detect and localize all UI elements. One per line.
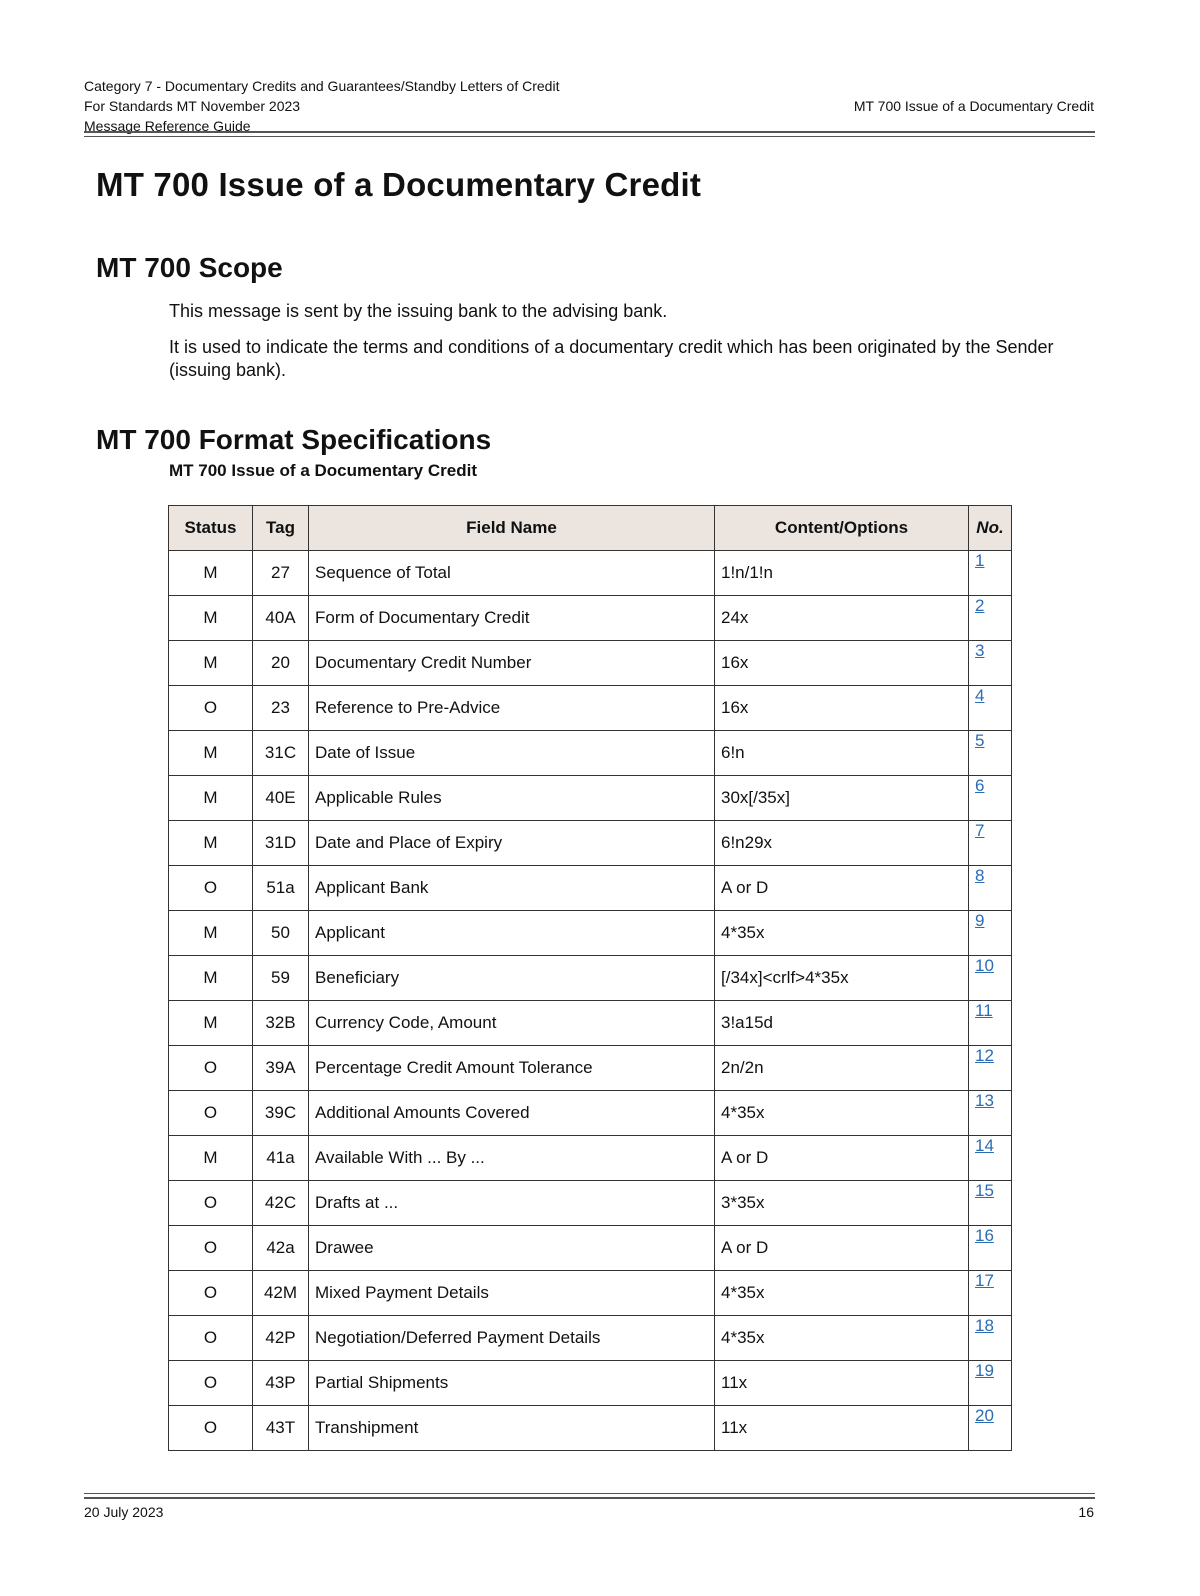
header-doc-title: MT 700 Issue of a Documentary Credit xyxy=(853,98,1094,114)
cell-field-name: Drafts at ... xyxy=(309,1181,715,1226)
cell-status: M xyxy=(169,821,253,866)
cell-status: O xyxy=(169,686,253,731)
table-row xyxy=(169,956,1012,1001)
cell-no xyxy=(969,956,1012,1001)
field-number-link[interactable]: 13 xyxy=(975,1091,994,1110)
cell-no xyxy=(969,1181,1012,1226)
cell-status: M xyxy=(169,641,253,686)
cell-tag: 43T xyxy=(253,1406,309,1451)
cell-tag: 40E xyxy=(253,776,309,821)
table-row xyxy=(169,641,1012,686)
scope-paragraph-2: It is used to indicate the terms and conditions of a documentary credit which has been originated by the Sender (issuing bank). xyxy=(169,337,1054,380)
cell-status: O xyxy=(169,1091,253,1136)
header-divider-thin xyxy=(84,136,1095,137)
cell-no xyxy=(969,1361,1012,1406)
cell-tag: 32B xyxy=(253,1001,309,1046)
header-divider xyxy=(84,131,1095,133)
cell-tag: 51a xyxy=(253,866,309,911)
format-spec-table xyxy=(168,505,1012,1451)
table-row xyxy=(169,686,1012,731)
field-number-link[interactable]: 16 xyxy=(975,1226,994,1245)
col-content-options-header: Content/Options xyxy=(715,506,969,551)
cell-status: M xyxy=(169,1001,253,1046)
cell-content-options: 4*35x xyxy=(715,1316,969,1361)
cell-content-options: 6!n29x xyxy=(715,821,969,866)
col-field-name-header: Field Name xyxy=(309,506,715,551)
cell-tag: 31D xyxy=(253,821,309,866)
cell-no xyxy=(969,686,1012,731)
cell-no xyxy=(969,1091,1012,1136)
table-row xyxy=(169,1406,1012,1451)
field-number-link[interactable]: 15 xyxy=(975,1181,994,1200)
cell-field-name: Applicable Rules xyxy=(309,776,715,821)
cell-tag: 41a xyxy=(253,1136,309,1181)
cell-field-name: Applicant Bank xyxy=(309,866,715,911)
cell-no xyxy=(969,731,1012,776)
cell-tag: 43P xyxy=(253,1361,309,1406)
cell-status: M xyxy=(169,596,253,641)
page-title: MT 700 Issue of a Documentary Credit xyxy=(96,166,702,203)
cell-content-options: 4*35x xyxy=(715,1271,969,1316)
cell-no xyxy=(969,821,1012,866)
cell-field-name: Sequence of Total xyxy=(309,551,715,596)
cell-field-name: Drawee xyxy=(309,1226,715,1271)
cell-no xyxy=(969,866,1012,911)
cell-status: M xyxy=(169,731,253,776)
cell-no xyxy=(969,911,1012,956)
field-number-link[interactable]: 2 xyxy=(975,596,985,615)
cell-field-name: Date and Place of Expiry xyxy=(309,821,715,866)
cell-status: O xyxy=(169,866,253,911)
field-number-link[interactable]: 11 xyxy=(975,1001,993,1020)
field-number-link[interactable]: 5 xyxy=(975,731,985,750)
cell-status: O xyxy=(169,1271,253,1316)
table-row xyxy=(169,1046,1012,1091)
field-number-link[interactable]: 20 xyxy=(975,1406,994,1425)
cell-tag: 59 xyxy=(253,956,309,1001)
scope-heading: MT 700 Scope xyxy=(96,252,283,283)
table-row xyxy=(169,1136,1012,1181)
cell-no xyxy=(969,1316,1012,1361)
cell-tag: 39C xyxy=(253,1091,309,1136)
cell-content-options: 16x xyxy=(715,641,969,686)
cell-status: M xyxy=(169,551,253,596)
table-row xyxy=(169,731,1012,776)
cell-field-name: Percentage Credit Amount Tolerance xyxy=(309,1046,715,1091)
cell-content-options: 24x xyxy=(715,596,969,641)
cell-field-name: Documentary Credit Number xyxy=(309,641,715,686)
cell-field-name: Date of Issue xyxy=(309,731,715,776)
field-number-link[interactable]: 3 xyxy=(975,641,985,660)
cell-tag: 27 xyxy=(253,551,309,596)
table-row xyxy=(169,1271,1012,1316)
cell-tag: 20 xyxy=(253,641,309,686)
cell-tag: 50 xyxy=(253,911,309,956)
table-row xyxy=(169,776,1012,821)
cell-no xyxy=(969,776,1012,821)
table-row xyxy=(169,596,1012,641)
cell-content-options: 30x[/35x] xyxy=(715,776,969,821)
cell-content-options: 11x xyxy=(715,1361,969,1406)
cell-status: O xyxy=(169,1316,253,1361)
table-row xyxy=(169,1001,1012,1046)
cell-field-name: Form of Documentary Credit xyxy=(309,596,715,641)
table-row xyxy=(169,866,1012,911)
cell-field-name: Partial Shipments xyxy=(309,1361,715,1406)
cell-tag: 42M xyxy=(253,1271,309,1316)
cell-status: O xyxy=(169,1406,253,1451)
cell-content-options: A or D xyxy=(715,866,969,911)
cell-content-options: 11x xyxy=(715,1406,969,1451)
header-guide: Message Reference Guide xyxy=(84,118,251,134)
footer-date: 20 July 2023 xyxy=(84,1504,164,1520)
col-status-header: Status xyxy=(169,506,253,551)
table-header-row xyxy=(169,506,1012,551)
field-number-link[interactable]: 6 xyxy=(975,776,985,795)
cell-tag: 39A xyxy=(253,1046,309,1091)
field-number-link[interactable]: 19 xyxy=(975,1361,994,1380)
table-row xyxy=(169,821,1012,866)
cell-status: M xyxy=(169,911,253,956)
cell-field-name: Available With ... By ... xyxy=(309,1136,715,1181)
table-row xyxy=(169,1361,1012,1406)
field-number-link[interactable]: 4 xyxy=(975,686,985,705)
cell-no xyxy=(969,1136,1012,1181)
col-no-header: No. xyxy=(969,506,1012,551)
cell-status: M xyxy=(169,1136,253,1181)
table-row xyxy=(169,1226,1012,1271)
cell-tag: 40A xyxy=(253,596,309,641)
cell-no xyxy=(969,1271,1012,1316)
field-number-link[interactable]: 9 xyxy=(975,911,985,930)
cell-no xyxy=(969,1406,1012,1451)
cell-tag: 42a xyxy=(253,1226,309,1271)
cell-status: O xyxy=(169,1361,253,1406)
header-category: Category 7 - Documentary Credits and Guarantees/Standby Letters of Credit xyxy=(84,78,560,94)
cell-status: M xyxy=(169,956,253,1001)
cell-field-name: Transhipment xyxy=(309,1406,715,1451)
cell-status: O xyxy=(169,1226,253,1271)
cell-status: O xyxy=(169,1181,253,1226)
cell-content-options: A or D xyxy=(715,1226,969,1271)
cell-field-name: Additional Amounts Covered xyxy=(309,1091,715,1136)
footer-page-number: 16 xyxy=(1078,1504,1094,1520)
table-row xyxy=(169,911,1012,956)
cell-content-options: A or D xyxy=(715,1136,969,1181)
cell-no xyxy=(969,1001,1012,1046)
cell-tag: 23 xyxy=(253,686,309,731)
cell-field-name: Applicant xyxy=(309,911,715,956)
header-standards: For Standards MT November 2023 xyxy=(84,98,301,114)
cell-content-options: 4*35x xyxy=(715,911,969,956)
cell-no xyxy=(969,1226,1012,1271)
cell-status: M xyxy=(169,776,253,821)
field-number-link[interactable]: 10 xyxy=(975,956,994,975)
table-row xyxy=(169,1091,1012,1136)
cell-content-options: 3!a15d xyxy=(715,1001,969,1046)
field-number-link[interactable]: 1 xyxy=(975,551,985,570)
field-number-link[interactable]: 18 xyxy=(975,1316,994,1335)
cell-content-options: 3*35x xyxy=(715,1181,969,1226)
table-row xyxy=(169,551,1012,596)
cell-field-name: Mixed Payment Details xyxy=(309,1271,715,1316)
format-heading: MT 700 Format Specifications xyxy=(96,424,492,455)
cell-no xyxy=(969,596,1012,641)
cell-tag: 42P xyxy=(253,1316,309,1361)
page-header-left xyxy=(84,76,559,136)
cell-field-name: Beneficiary xyxy=(309,956,715,1001)
field-number-link[interactable]: 14 xyxy=(975,1136,994,1155)
cell-content-options: [/34x]<crlf>4*35x xyxy=(715,956,969,1001)
cell-no xyxy=(969,641,1012,686)
field-number-link[interactable]: 17 xyxy=(975,1271,994,1290)
field-number-link[interactable]: 8 xyxy=(975,866,985,885)
table-caption: MT 700 Issue of a Documentary Credit xyxy=(169,461,477,480)
cell-field-name: Reference to Pre-Advice xyxy=(309,686,715,731)
field-number-link[interactable]: 7 xyxy=(975,821,985,840)
scope-paragraph-1: This message is sent by the issuing bank to the advising bank. xyxy=(169,301,668,321)
cell-field-name: Negotiation/Deferred Payment Details xyxy=(309,1316,715,1361)
cell-no xyxy=(969,1046,1012,1091)
table-row xyxy=(169,1181,1012,1226)
cell-status: O xyxy=(169,1046,253,1091)
cell-tag: 42C xyxy=(253,1181,309,1226)
cell-content-options: 16x xyxy=(715,686,969,731)
field-number-link[interactable]: 12 xyxy=(975,1046,994,1065)
cell-content-options: 2n/2n xyxy=(715,1046,969,1091)
footer-divider xyxy=(84,1497,1095,1499)
col-tag-header: Tag xyxy=(253,506,309,551)
cell-field-name: Currency Code, Amount xyxy=(309,1001,715,1046)
cell-content-options: 1!n/1!n xyxy=(715,551,969,596)
cell-content-options: 4*35x xyxy=(715,1091,969,1136)
cell-content-options: 6!n xyxy=(715,731,969,776)
table-row xyxy=(169,1316,1012,1361)
cell-tag: 31C xyxy=(253,731,309,776)
footer-divider-thin xyxy=(84,1493,1095,1494)
cell-no xyxy=(969,551,1012,596)
